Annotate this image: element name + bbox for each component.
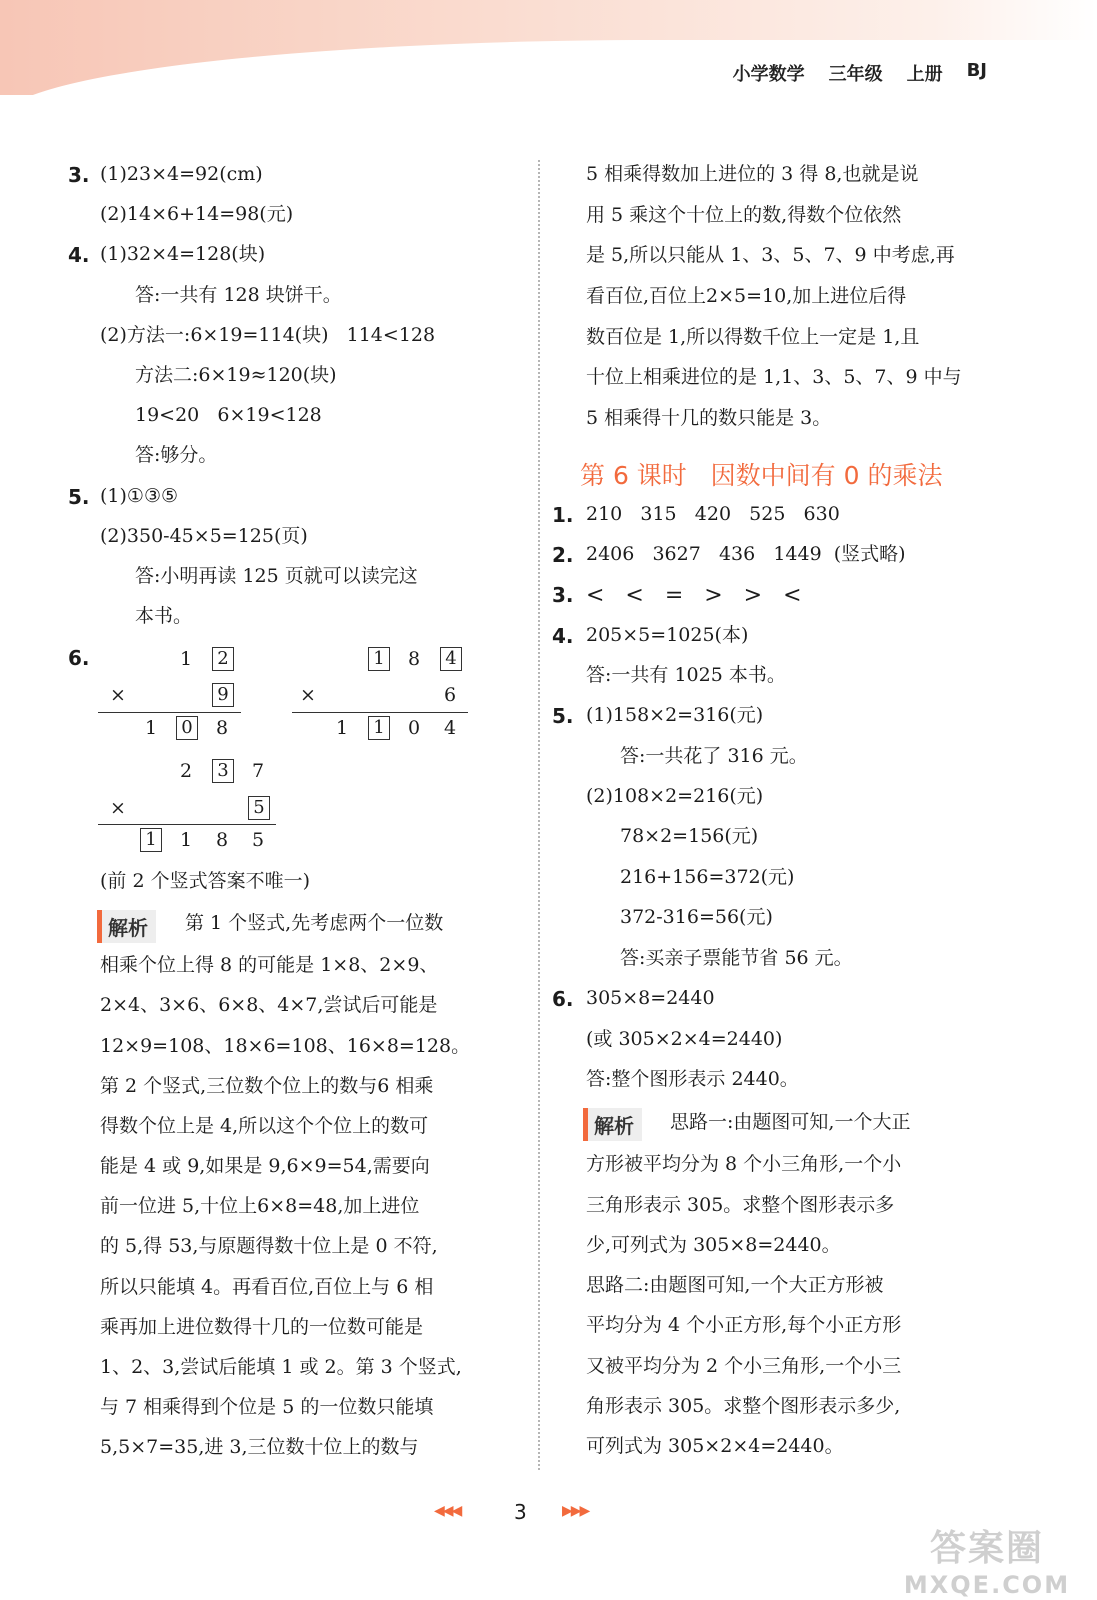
right-cont-line: 5 相乘得数加上进位的 3 得 8,也就是说	[586, 163, 919, 185]
watermark-logo	[897, 1520, 1077, 1599]
header-edition: BJ	[966, 60, 987, 81]
right-analysis-line: 角形表示 305。求整个图形表示多少,	[586, 1395, 901, 1417]
header-grade: 三年级	[828, 64, 883, 85]
right-q5-line7: 答:买亲子票能节省 56 元。	[620, 947, 853, 969]
right-q6-number: 6.	[552, 987, 574, 1011]
left-q4-line6: 答:够分。	[135, 444, 218, 466]
right-q6-line2: (或 305×2×4=2440)	[586, 1028, 783, 1050]
left-q5-line4: 本书。	[135, 605, 193, 627]
v1-result-digit: 1	[145, 717, 158, 739]
right-q2-text: 2406 3627 436 1449 (竖式略)	[586, 543, 906, 565]
left-analysis-line: 得数个位上是 4,所以这个个位上的数可	[100, 1115, 429, 1137]
left-q4-line1: (1)32×4=128(块)	[100, 243, 266, 265]
v2-top-box: 1	[368, 647, 390, 671]
right-analysis-line: 三角形表示 305。求整个图形表示多	[586, 1194, 895, 1216]
right-q5-line2: 答:一共花了 316 元。	[620, 745, 808, 767]
v3-multiplier-box: 5	[248, 796, 270, 820]
right-q1-text: 210 315 420 525 630	[586, 503, 840, 525]
left-analysis-line: 前一位进 5,十位上6×8=48,加上进位	[100, 1195, 420, 1217]
right-q4-line2: 答:一共有 1025 本书。	[586, 664, 786, 686]
v1-times-sign: ×	[110, 684, 126, 706]
v2-result-digit: 0	[408, 717, 421, 739]
left-q3-line2: (2)14×6+14=98(元)	[100, 203, 294, 225]
v1-top-digit: 1	[180, 648, 193, 670]
right-q2-number: 2.	[552, 543, 574, 567]
right-cont-line: 数百位是 1,所以得数千位上一定是 1,且	[586, 326, 920, 348]
v2-top-box: 4	[440, 647, 462, 671]
right-q5-number: 5.	[552, 704, 574, 728]
left-q3-line1: (1)23×4=92(cm)	[100, 163, 263, 185]
right-analysis-line: 少,可列式为 305×8=2440。	[586, 1234, 841, 1256]
left-q4-line2: 答:一共有 128 块饼干。	[135, 284, 342, 306]
watermark-top: 答案圈	[929, 1528, 1044, 1569]
v2-rule	[292, 712, 468, 713]
header-volume: 上册	[906, 64, 943, 85]
left-q5-line1: (1)①③⑤	[100, 485, 179, 507]
left-analysis-line: 5,5×7=35,进 3,三位数十位上的数与	[100, 1436, 419, 1458]
right-analysis-line: 可列式为 305×2×4=2440。	[586, 1435, 844, 1457]
left-analysis-line: 的 5,得 53,与原题得数十位上是 0 不符,	[100, 1235, 438, 1257]
v3-top-digit: 2	[180, 760, 193, 782]
header-subject: 小学数学	[732, 64, 805, 85]
left-q5-line3: 答:小明再读 125 页就可以读完这	[135, 565, 418, 587]
left-analysis-line: 与 7 相乘得到个位是 5 的一位数只能填	[100, 1396, 434, 1418]
left-q5-number: 5.	[68, 485, 90, 509]
left-q4-number: 4.	[68, 243, 90, 267]
v3-top-digit: 7	[252, 760, 265, 782]
v3-result-digit: 5	[252, 829, 265, 851]
q6-note: (前 2 个竖式答案不唯一)	[100, 870, 310, 892]
left-q4-line3: (2)方法一:6×19=114(块) 114<128	[100, 324, 436, 346]
right-arrows-icon: ▶▶▶	[562, 1503, 589, 1519]
left-analysis-line: 12×9=108、18×6=108、16×8=128。	[100, 1035, 471, 1057]
v1-top-box: 2	[212, 647, 234, 671]
left-q3-number: 3.	[68, 163, 90, 187]
left-analysis-line: 第 1 个竖式,先考虑两个一位数	[185, 912, 444, 934]
lesson-title: 第 6 课时 因数中间有 0 的乘法	[580, 461, 943, 490]
right-analysis-line: 平均分为 4 个小正方形,每个小正方形	[586, 1314, 902, 1336]
left-analysis-tag: 解析	[97, 910, 156, 943]
right-analysis-tag: 解析	[583, 1108, 642, 1141]
right-q5-line4: 78×2=156(元)	[620, 825, 759, 847]
watermark-bottom: MXQE.COM	[903, 1571, 1071, 1599]
v2-result-digit: 4	[444, 717, 457, 739]
v1-result-box: 0	[176, 716, 198, 740]
left-analysis-line: 相乘个位上得 8 的可能是 1×8、2×9、	[100, 954, 439, 976]
left-analysis-line: 2×4、3×6、6×8、4×7,尝试后可能是	[100, 994, 438, 1016]
right-cont-line: 用 5 乘这个十位上的数,得数个位依然	[586, 204, 902, 226]
right-q5-line3: (2)108×2=216(元)	[586, 785, 764, 807]
left-analysis-line: 能是 4 或 9,如果是 9,6×9=54,需要向	[100, 1155, 430, 1177]
right-cont-line: 十位上相乘进位的是 1,1、3、5、7、9 中与	[586, 366, 962, 388]
v3-result-box: 1	[140, 828, 162, 852]
right-q1-number: 1.	[552, 503, 574, 527]
column-divider	[538, 160, 540, 1470]
v3-top-box: 3	[212, 759, 234, 783]
running-header	[733, 60, 987, 86]
page-number: 3	[514, 1500, 527, 1524]
right-q3-number: 3.	[552, 583, 574, 607]
v2-top-digit: 8	[408, 648, 421, 670]
v2-result-box: 1	[368, 716, 390, 740]
right-cont-line: 5 相乘得十几的数只能是 3。	[586, 407, 832, 429]
left-analysis-line: 第 2 个竖式,三位数个位上的数与6 相乘	[100, 1075, 434, 1097]
left-arrows-icon: ◀◀◀	[434, 1503, 461, 1519]
right-analysis-line: 思路一:由题图可知,一个大正	[670, 1111, 911, 1133]
left-analysis-line: 所以只能填 4。再看百位,百位上与 6 相	[100, 1276, 434, 1298]
v3-result-digit: 1	[180, 829, 193, 851]
left-q5-line2: (2)350-45×5=125(页)	[100, 525, 308, 547]
right-q5-line6: 372-316=56(元)	[620, 906, 773, 928]
right-q5-line1: (1)158×2=316(元)	[586, 704, 764, 726]
v1-rule	[98, 712, 241, 713]
right-q6-line1: 305×8=2440	[586, 987, 715, 1009]
right-q4-line1: 205×5=1025(本)	[586, 624, 749, 646]
v1-multiplier-box: 9	[212, 683, 234, 707]
left-q4-line4: 方法二:6×19≈120(块)	[135, 364, 337, 386]
right-analysis-line: 方形被平均分为 8 个小三角形,一个小	[586, 1153, 902, 1175]
right-cont-line: 看百位,百位上2×5=10,加上进位后得	[586, 285, 907, 307]
right-q3-text: < < = > > <	[586, 583, 802, 608]
v2-result-digit: 1	[336, 717, 349, 739]
left-q6-number: 6.	[68, 646, 90, 670]
v3-rule	[98, 824, 276, 825]
v1-result-digit: 8	[216, 717, 229, 739]
right-q6-line3: 答:整个图形表示 2440。	[586, 1068, 799, 1090]
right-q5-line5: 216+156=372(元)	[620, 866, 795, 888]
right-q4-number: 4.	[552, 624, 574, 648]
right-analysis-line: 又被平均分为 2 个小三角形,一个小三	[586, 1355, 902, 1377]
right-cont-line: 是 5,所以只能从 1、3、5、7、9 中考虑,再	[586, 244, 955, 266]
v3-times-sign: ×	[110, 797, 126, 819]
left-analysis-line: 1、2、3,尝试后能填 1 或 2。第 3 个竖式,	[100, 1356, 462, 1378]
v2-times-sign: ×	[300, 684, 316, 706]
right-analysis-line: 思路二:由题图可知,一个大正方形被	[586, 1274, 884, 1296]
left-analysis-line: 乘再加上进位数得十几的一位数可能是	[100, 1316, 424, 1338]
left-q4-line5: 19<20 6×19<128	[135, 404, 322, 426]
v3-result-digit: 8	[216, 829, 229, 851]
v2-multiplier: 6	[444, 684, 457, 706]
